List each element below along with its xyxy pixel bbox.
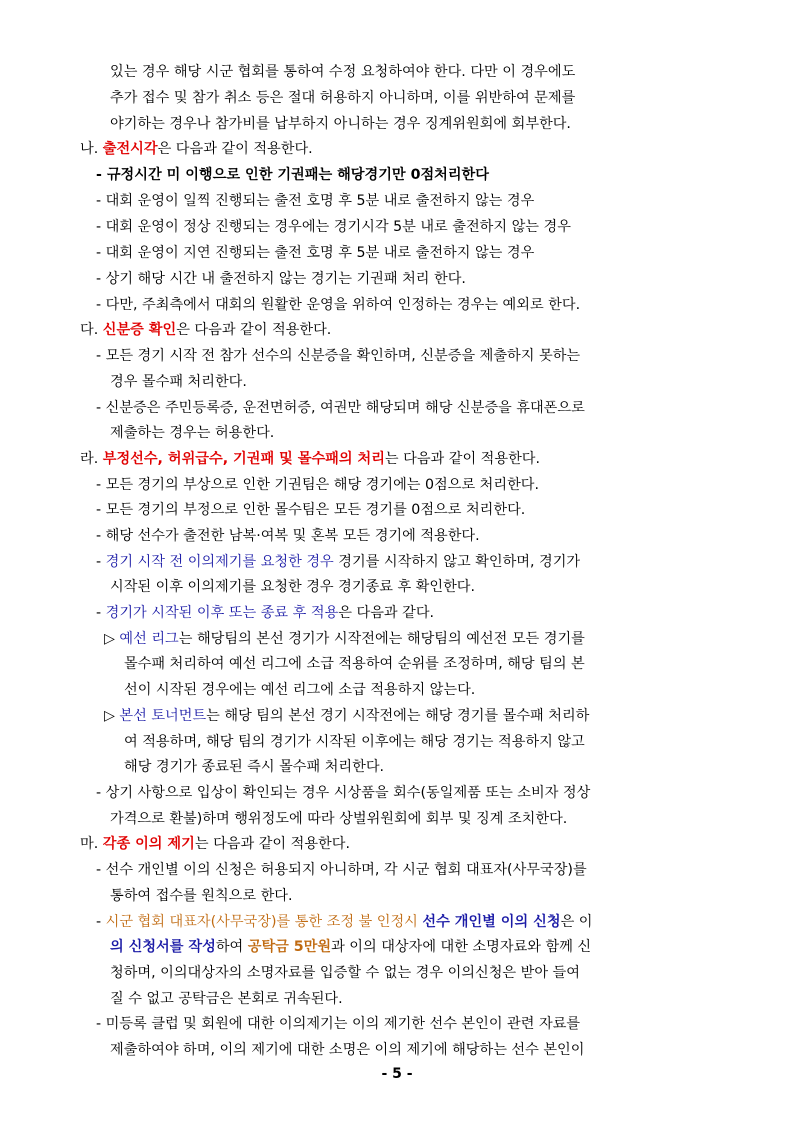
section-na-bold-rule: - 규정시간 미 이행으로 인한 기권패는 해당경기만 0점처리한다 bbox=[96, 167, 489, 183]
section-ma-l2-dash: - bbox=[96, 914, 106, 930]
section-ra-prelim-blue: 예선 리그 bbox=[119, 631, 179, 647]
section-ma-l3-orange: 공탁금 5만원 bbox=[247, 939, 332, 955]
section-ra-objection-line-2: 시작된 이후 이의제기를 요청한 경우 경기종료 후 확인한다. bbox=[110, 579, 476, 595]
section-da-keyword: 신분증 확인 bbox=[102, 322, 177, 338]
section-ma-l2-orange: 시군 협회 대표자(사무국장)를 통한 조정 불 인정시 bbox=[105, 914, 418, 930]
section-da-line-3: - 신분증은 주민등록증, 운전면허증, 여권만 해당되며 해당 신분증을 휴대폰으로 bbox=[96, 400, 585, 416]
intro-line-2: 추가 접수 및 참가 취소 등은 절대 허용하지 아니하며, 이를 위반하여 문제를 bbox=[110, 90, 576, 106]
section-ra-objection-blue: 경기 시작 전 이의제기를 요청한 경우 bbox=[105, 554, 334, 570]
section-ra-prelim-rest: 는 해당팀의 본선 경기가 시작전에는 해당팀의 예선전 모든 경기를 bbox=[178, 631, 585, 647]
page-number: - 5 - bbox=[381, 1066, 413, 1082]
section-ra-objection-rest: 경기를 시작하지 않고 확인하며, 경기가 bbox=[333, 554, 581, 570]
section-da-suffix: 은 다음과 같이 적용한다. bbox=[176, 322, 332, 338]
section-ra-suffix: 는 다음과 같이 적용한다. bbox=[384, 451, 540, 467]
section-ra-after-prefix: - bbox=[96, 605, 106, 621]
section-ma-line-3 bbox=[96, 909, 592, 935]
section-na-item-2: - 대회 운영이 정상 진행되는 경우에는 경기시각 5분 내로 출전하지 않는 경우 bbox=[96, 219, 571, 235]
section-na-keyword: 출전시각 bbox=[102, 141, 158, 157]
section-da-prefix: 다. bbox=[80, 322, 103, 338]
section-na-item-3: - 대회 운영이 지연 진행되는 출전 호명 후 5분 내로 출전하지 않는 경우 bbox=[96, 245, 535, 261]
section-ra-after bbox=[96, 600, 434, 626]
section-ra-heading bbox=[80, 446, 540, 472]
section-na-suffix: 은 다음과 같이 적용한다. bbox=[157, 141, 313, 157]
section-ra-item-1: - 모든 경기의 부상으로 인한 기권팀은 해당 경기에는 0점으로 처리한다. bbox=[96, 477, 539, 493]
triangle-bullet-icon: ▷ bbox=[104, 631, 120, 647]
section-ma-prefix: 마. bbox=[80, 836, 103, 852]
section-ra-main-line-3: 해당 경기가 종료된 즉시 몰수패 처리한다. bbox=[124, 759, 385, 775]
section-ra-main-rest: 는 해당 팀의 본선 경기 시작전에는 해당 경기를 몰수패 처리하 bbox=[206, 708, 590, 724]
section-ra-after-rest: 은 다음과 같다. bbox=[338, 605, 435, 621]
section-ra-keyword: 부정선수, 허위급수, 기권패 및 몰수패의 처리 bbox=[102, 451, 385, 467]
section-ra-final-line-1: - 상기 사항으로 입상이 확인되는 경우 시상품을 회수(동일제품 또는 소비자 정상 bbox=[96, 785, 591, 801]
section-ma-suffix: 는 다음과 같이 적용한다. bbox=[194, 836, 350, 852]
section-da-heading bbox=[80, 317, 331, 343]
section-na-item-1: - 대회 운영이 일찍 진행되는 출전 호명 후 5분 내로 출전하지 않는 경우 bbox=[96, 193, 535, 209]
section-ra-item-3: - 해당 선수가 출전한 남복·여복 및 혼복 모든 경기에 적용한다. bbox=[96, 528, 480, 544]
section-ma-line-2: 통하여 접수를 원칙으로 한다. bbox=[110, 888, 293, 904]
intro-line-1: 있는 경우 해당 시군 협회를 통하여 수정 요청하여야 한다. 다만 이 경우에도 bbox=[110, 64, 576, 80]
triangle-bullet-icon: ▷ bbox=[104, 708, 120, 724]
section-ma-l2-rest: 은 이 bbox=[560, 914, 593, 930]
section-ra-objection bbox=[96, 549, 580, 575]
section-ra-objection-prefix: - bbox=[96, 554, 106, 570]
section-ma-line-1: - 선수 개인별 이의 신청은 허용되지 아니하며, 각 시군 협회 대표자(사무국장)를 bbox=[96, 862, 587, 878]
section-ma-line-8: 제출하여야 하며, 이의 제기에 대한 소명은 이의 제기에 해당하는 선수 본인이 bbox=[110, 1042, 585, 1058]
section-da-line-2: 경우 몰수패 처리한다. bbox=[110, 374, 247, 390]
section-ma-line-7: - 미등록 클럽 및 회원에 대한 이의제기는 이의 제기한 선수 본인이 관련 자료를 bbox=[96, 1016, 581, 1032]
section-ma-l3-blue: 의 신청서를 작성 bbox=[110, 939, 216, 955]
section-ma-l3-rest: 과 이의 대상자에 대한 소명자료와 함께 신 bbox=[331, 939, 592, 955]
section-ra-main-line-2: 여 적용하며, 해당 팀의 경기가 시작된 이후에는 해당 경기는 적용하지 않고 bbox=[124, 734, 585, 750]
section-ra-prelim-line-3: 선이 시작된 경우에는 예선 리그에 소급 적용하지 않는다. bbox=[124, 682, 476, 698]
section-ra-final-line-2: 가격으로 환불)하며 행위정도에 따라 상벌위원회에 회부 및 징계 조치한다. bbox=[110, 811, 568, 827]
section-ra-item-2: - 모든 경기의 부정으로 인한 몰수팀은 모든 경기를 0점으로 처리한다. bbox=[96, 502, 526, 518]
section-na-item-5: - 다만, 주최측에서 대회의 원활한 운영을 위하여 인정하는 경우는 예외로 한다. bbox=[96, 297, 581, 313]
section-ra-main bbox=[104, 703, 589, 729]
section-da-line-4: 제출하는 경우는 허용한다. bbox=[110, 425, 275, 441]
section-ra-main-blue: 본선 토너먼트 bbox=[119, 708, 207, 724]
section-ma-line-5: 청하며, 이의대상자의 소명자료를 입증할 수 없는 경우 이의신청은 받아 들여 bbox=[110, 965, 580, 981]
section-ma-l3-mid: 하여 bbox=[215, 939, 248, 955]
intro-line-3: 야기하는 경우나 참가비를 납부하지 아니하는 경우 징계위원회에 회부한다. bbox=[110, 116, 571, 132]
section-na-item-4: - 상기 해당 시간 내 출전하지 않는 경기는 기권패 처리 한다. bbox=[96, 271, 466, 287]
section-ma-heading bbox=[80, 831, 350, 857]
section-na-prefix: 나. bbox=[80, 141, 103, 157]
section-ma-line-4 bbox=[110, 934, 591, 960]
section-ra-prelim bbox=[104, 626, 585, 652]
section-ra-prelim-line-2: 몰수패 처리하여 예선 리그에 소급 적용하여 순위를 조정하며, 해당 팀의 본 bbox=[124, 656, 585, 672]
section-ma-l2-blue: 선수 개인별 이의 신청 bbox=[422, 914, 561, 930]
section-na-heading bbox=[80, 136, 313, 162]
section-ra-after-blue: 경기가 시작된 이후 또는 종료 후 적용 bbox=[105, 605, 339, 621]
section-ma-keyword: 각종 이의 제기 bbox=[102, 836, 195, 852]
section-ma-line-6: 질 수 없고 공탁금은 본회로 귀속된다. bbox=[110, 991, 343, 1007]
section-ra-prefix: 라. bbox=[80, 451, 103, 467]
section-da-line-1: - 모든 경기 시작 전 참가 선수의 신분증을 확인하며, 신분증을 제출하지 못하는 bbox=[96, 348, 581, 364]
